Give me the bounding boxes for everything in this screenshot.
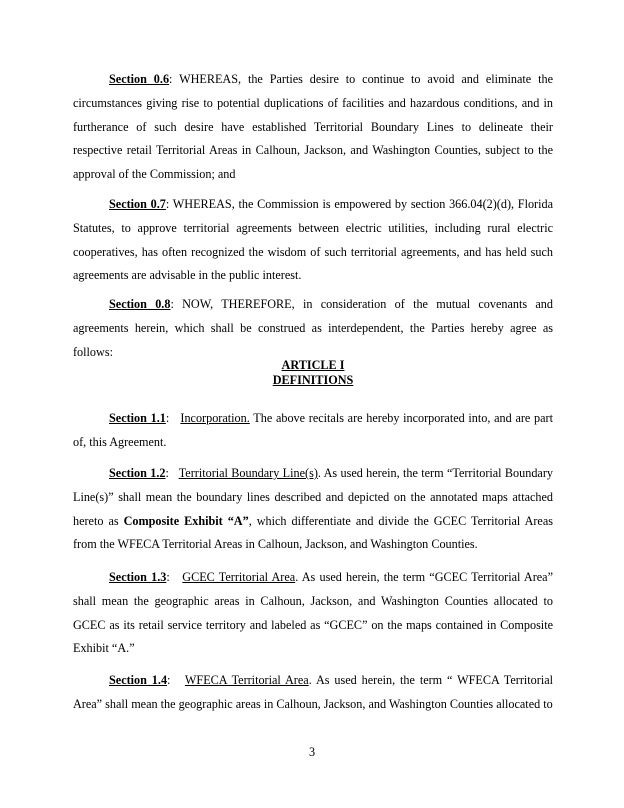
section-1-1-paragraph xyxy=(73,407,553,455)
section-label: Section 1.1 xyxy=(109,411,166,425)
section-label: Section 0.8 xyxy=(109,297,171,311)
defined-term: Incorporation. xyxy=(180,411,250,425)
defined-term: GCEC Territorial Area xyxy=(182,570,296,584)
section-1-4-paragraph xyxy=(73,669,553,717)
page-number: 3 xyxy=(308,745,316,759)
section-0-7-paragraph xyxy=(73,193,553,288)
defined-term: Territorial Boundary Line(s) xyxy=(178,466,318,480)
section-text: : WHEREAS, the Commission is empowered by section 366.04(2)(d), Florida Statutes, to approve territorial agreements between electric utilities, including rural electric cooperatives, has often recognized the wisdom of such territorial agreements, and has held such agreements are advisable in the public interest. xyxy=(73,197,553,283)
section-text: The above recitals are hereby incorporated into, and are part of, this Agreement. xyxy=(73,411,553,449)
section-colon: : xyxy=(165,411,181,425)
section-colon: : xyxy=(166,570,183,584)
section-text: . As used herein, the term “GCEC Territorial Area” shall mean the geographic areas in Calhoun, Jackson, and Washington Counties allocated to GCEC as its retail service territory and labeled as “GCEC” on the maps contained in Composite Exhibit “A.” xyxy=(73,570,553,656)
section-1-3-paragraph xyxy=(73,566,553,661)
section-label: Section 1.2 xyxy=(109,466,166,480)
section-text: : NOW, THEREFORE, in consideration of the mutual covenants and agreements herein, which shall be construed as interdependent, the Parties hereby agree as follows: xyxy=(73,297,553,359)
exhibit-reference: Composite Exhibit “A” xyxy=(123,513,249,528)
section-1-2-paragraph xyxy=(73,462,553,557)
section-text-continued: , which differentiate and divide the GCEC Territorial Areas from the WFECA Territorial Areas in Calhoun, Jackson, and Washington Counties. xyxy=(73,513,553,552)
section-text: . As used herein, the term “Territorial Boundary Line(s)” shall mean the boundary lines described and depicted on the annotated maps attached hereto as xyxy=(73,466,553,528)
section-text: : WHEREAS, the Parties desire to continue to avoid and eliminate the circumstances giving rise to potential duplications of facilities and hazardous conditions, and in furtherance of such desire have established Territorial Boundary Lines to delineate their respective retail Territorial Areas in Calhoun, Jackson, and Washington Counties, subject to the approval of the Commission; and xyxy=(73,72,553,182)
article-title: DEFINITIONS xyxy=(272,373,354,387)
section-label: Section 0.7 xyxy=(109,197,166,211)
section-label: Section 1.4 xyxy=(109,673,168,687)
section-0-8-paragraph xyxy=(73,293,553,364)
defined-term: WFECA Territorial Area xyxy=(184,673,309,687)
article-number: ARTICLE I xyxy=(281,358,345,372)
section-0-6-paragraph xyxy=(73,68,553,187)
section-label: Section 1.3 xyxy=(109,570,167,584)
section-text: . As used herein, the term “ WFECA Territorial Area” shall mean the geographic areas in Calhoun, Jackson, and Washington Counties allocated to xyxy=(73,673,554,711)
section-colon: : xyxy=(167,673,185,687)
section-label: Section 0.6 xyxy=(109,72,170,86)
section-colon: : xyxy=(165,466,179,480)
